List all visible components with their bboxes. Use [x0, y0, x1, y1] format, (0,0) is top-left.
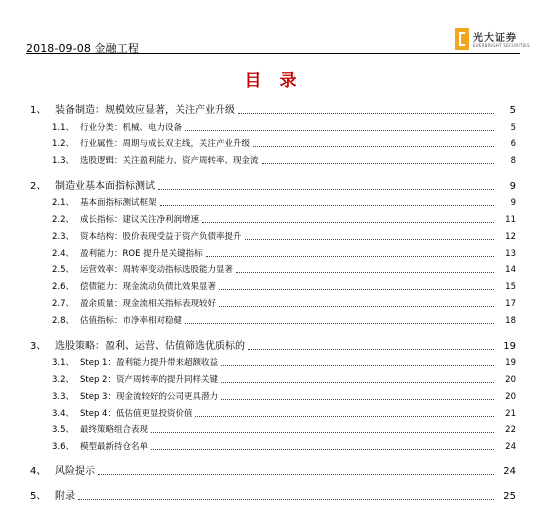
toc-dot-leader	[219, 289, 494, 290]
toc-entry-title: 盈利能力：ROE 提升是关键指标	[80, 249, 203, 259]
logo-mark-icon	[455, 28, 469, 50]
toc-entry-number: 2.2、	[52, 215, 75, 225]
toc-entry-number: 2.1、	[52, 198, 75, 208]
toc-dot-leader	[248, 349, 494, 350]
toc-entry-number: 2.8、	[52, 316, 75, 326]
toc-dot-leader	[262, 163, 494, 164]
toc-section-entry[interactable]	[0, 373, 516, 387]
toc-dot-leader	[206, 256, 494, 257]
toc-entry-title: Step 4：低估值更显投资价值	[80, 409, 193, 419]
toc-dot-leader	[185, 323, 494, 324]
toc-page-number: 22	[496, 423, 516, 437]
toc-entry-title: 模型最新持仓名单	[80, 442, 149, 452]
toc-entry-number: 2.7、	[52, 299, 75, 309]
toc-entry-number: 3、	[30, 341, 47, 352]
toc-entry-title: 选股逻辑：关注盈利能力、资产周转率、现金流	[80, 156, 259, 166]
toc-entry-number: 2.3、	[52, 232, 75, 242]
toc-entry-title: 行业属性：周期与成长双主线，关注产业升级	[80, 139, 251, 149]
toc-entry-title: 运营效率：周转率变动指标选股能力显著	[80, 265, 234, 275]
toc-section-entry[interactable]	[0, 356, 516, 370]
toc-section-entry[interactable]	[0, 196, 516, 210]
toc-entry-title: 偿债能力：现金流动负债比效果显著	[80, 282, 217, 292]
toc-entry-number: 3.3、	[52, 392, 75, 402]
toc-entry-title: 成长指标：建议关注净利润增速	[80, 215, 200, 225]
toc-page-number: 12	[496, 230, 516, 244]
toc-entry-number: 2.5、	[52, 265, 75, 275]
toc-page-number: 5	[496, 121, 516, 135]
toc-page-number: 19	[496, 340, 516, 354]
toc-page-number: 13	[496, 247, 516, 261]
toc-dot-leader	[221, 382, 494, 383]
toc-entry-title: 附录	[55, 491, 75, 502]
toc-section-entry[interactable]	[0, 423, 516, 437]
toc-page-number: 17	[496, 297, 516, 311]
toc-entry-title: Step 1：盈利能力提升带来超额收益	[80, 358, 218, 368]
toc-dot-leader	[151, 449, 494, 450]
toc-entry-number: 1.3、	[52, 156, 75, 166]
toc-page-number: 14	[496, 263, 516, 277]
toc-entry-title: 基本面指标测试框架	[80, 198, 157, 208]
toc-section-entry[interactable]	[0, 213, 516, 227]
toc-chapter-entry[interactable]	[0, 465, 516, 479]
toc-dot-leader	[202, 222, 494, 223]
toc-page-number: 24	[496, 440, 516, 454]
toc-section-entry[interactable]	[0, 247, 516, 261]
toc-section-entry[interactable]	[0, 137, 516, 151]
toc-entry-title: 资本结构：股价表现受益于资产负债率提升	[80, 232, 242, 242]
toc-section-entry[interactable]	[0, 390, 516, 404]
toc-entry-number: 3.6、	[52, 442, 75, 452]
toc-dot-leader	[236, 272, 494, 273]
toc-dot-leader	[195, 416, 494, 417]
toc-page-number: 8	[496, 154, 516, 168]
toc-section-entry[interactable]	[0, 407, 516, 421]
toc-page-number: 19	[496, 356, 516, 370]
toc-page-number: 20	[496, 373, 516, 387]
toc-dot-leader	[221, 399, 494, 400]
toc-page-number: 18	[496, 314, 516, 328]
toc-entry-number: 4、	[30, 466, 47, 477]
toc-entry-number: 5、	[30, 491, 47, 502]
toc-dot-leader	[221, 365, 494, 366]
logo-english-name: EVERBRIGHT SECURITIES	[473, 43, 530, 48]
toc-entry-title: Step 2：资产周转率的提升同样关键	[80, 375, 218, 385]
toc-section-entry[interactable]	[0, 440, 516, 454]
toc-page-number: 25	[496, 490, 516, 504]
header-divider	[26, 53, 520, 54]
company-logo	[455, 28, 530, 52]
toc-dot-leader	[98, 474, 494, 475]
toc-entry-number: 2.4、	[52, 249, 75, 259]
toc-page-number: 21	[496, 407, 516, 421]
toc-section-entry[interactable]	[0, 230, 516, 244]
toc-entry-title: 风险提示	[55, 466, 95, 477]
toc-dot-leader	[158, 189, 494, 190]
toc-dot-leader	[160, 205, 494, 206]
toc-entry-number: 1、	[30, 105, 47, 116]
toc-dot-leader	[78, 499, 494, 500]
toc-section-entry[interactable]	[0, 314, 516, 328]
toc-page-number: 20	[496, 390, 516, 404]
toc-section-entry[interactable]	[0, 280, 516, 294]
toc-entry-title: 装备制造：规模效应显著，关注产业升级	[55, 105, 235, 116]
toc-page-number: 15	[496, 280, 516, 294]
toc-chapter-entry[interactable]	[0, 104, 516, 118]
toc-dot-leader	[253, 146, 494, 147]
toc-entry-title: 最终策略组合表现	[80, 425, 149, 435]
toc-entry-number: 3.2、	[52, 375, 75, 385]
toc-page-number: 5	[496, 104, 516, 118]
toc-entry-title: 估值指标：市净率相对稳健	[80, 316, 183, 326]
toc-entry-number: 3.1、	[52, 358, 75, 368]
toc-entry-number: 2.6、	[52, 282, 75, 292]
toc-chapter-entry[interactable]	[0, 490, 516, 504]
toc-entry-title: 制造业基本面指标测试	[55, 181, 155, 192]
toc-dot-leader	[219, 306, 494, 307]
toc-section-entry[interactable]	[0, 263, 516, 277]
toc-entry-number: 1.2、	[52, 139, 75, 149]
toc-entry-number: 3.4、	[52, 409, 75, 419]
header-date-section: 2018-09-08 金融工程	[26, 42, 139, 55]
toc-dot-leader	[238, 113, 494, 114]
toc-section-entry[interactable]	[0, 297, 516, 311]
toc-page-number: 9	[496, 180, 516, 194]
toc-entry-title: 行业分类：机械、电力设备	[80, 123, 183, 133]
toc-chapter-entry[interactable]	[0, 180, 516, 194]
toc-page-number: 9	[496, 196, 516, 210]
toc-entry-number: 2、	[30, 181, 47, 192]
toc-entry-number: 1.1、	[52, 123, 75, 133]
toc-page-number: 11	[496, 213, 516, 227]
toc-section-entry[interactable]	[0, 121, 516, 135]
toc-entry-title: 盈余质量：现金流相关指标表现较好	[80, 299, 217, 309]
logo-chinese-name: 光大证券	[473, 33, 517, 44]
toc-page-number: 24	[496, 465, 516, 479]
toc-chapter-entry[interactable]	[0, 340, 516, 354]
toc-entry-title: Step 3：现金流较好的公司更具潜力	[80, 392, 218, 402]
toc-dot-leader	[245, 239, 494, 240]
toc-page-number: 6	[496, 137, 516, 151]
toc-section-entry[interactable]	[0, 154, 516, 168]
toc-dot-leader	[185, 130, 494, 131]
toc-entry-number: 3.5、	[52, 425, 75, 435]
toc-dot-leader	[151, 432, 494, 433]
toc-title: 目 录	[244, 71, 303, 91]
toc-entry-title: 选股策略：盈利、运营、估值筛选优质标的	[55, 341, 245, 352]
